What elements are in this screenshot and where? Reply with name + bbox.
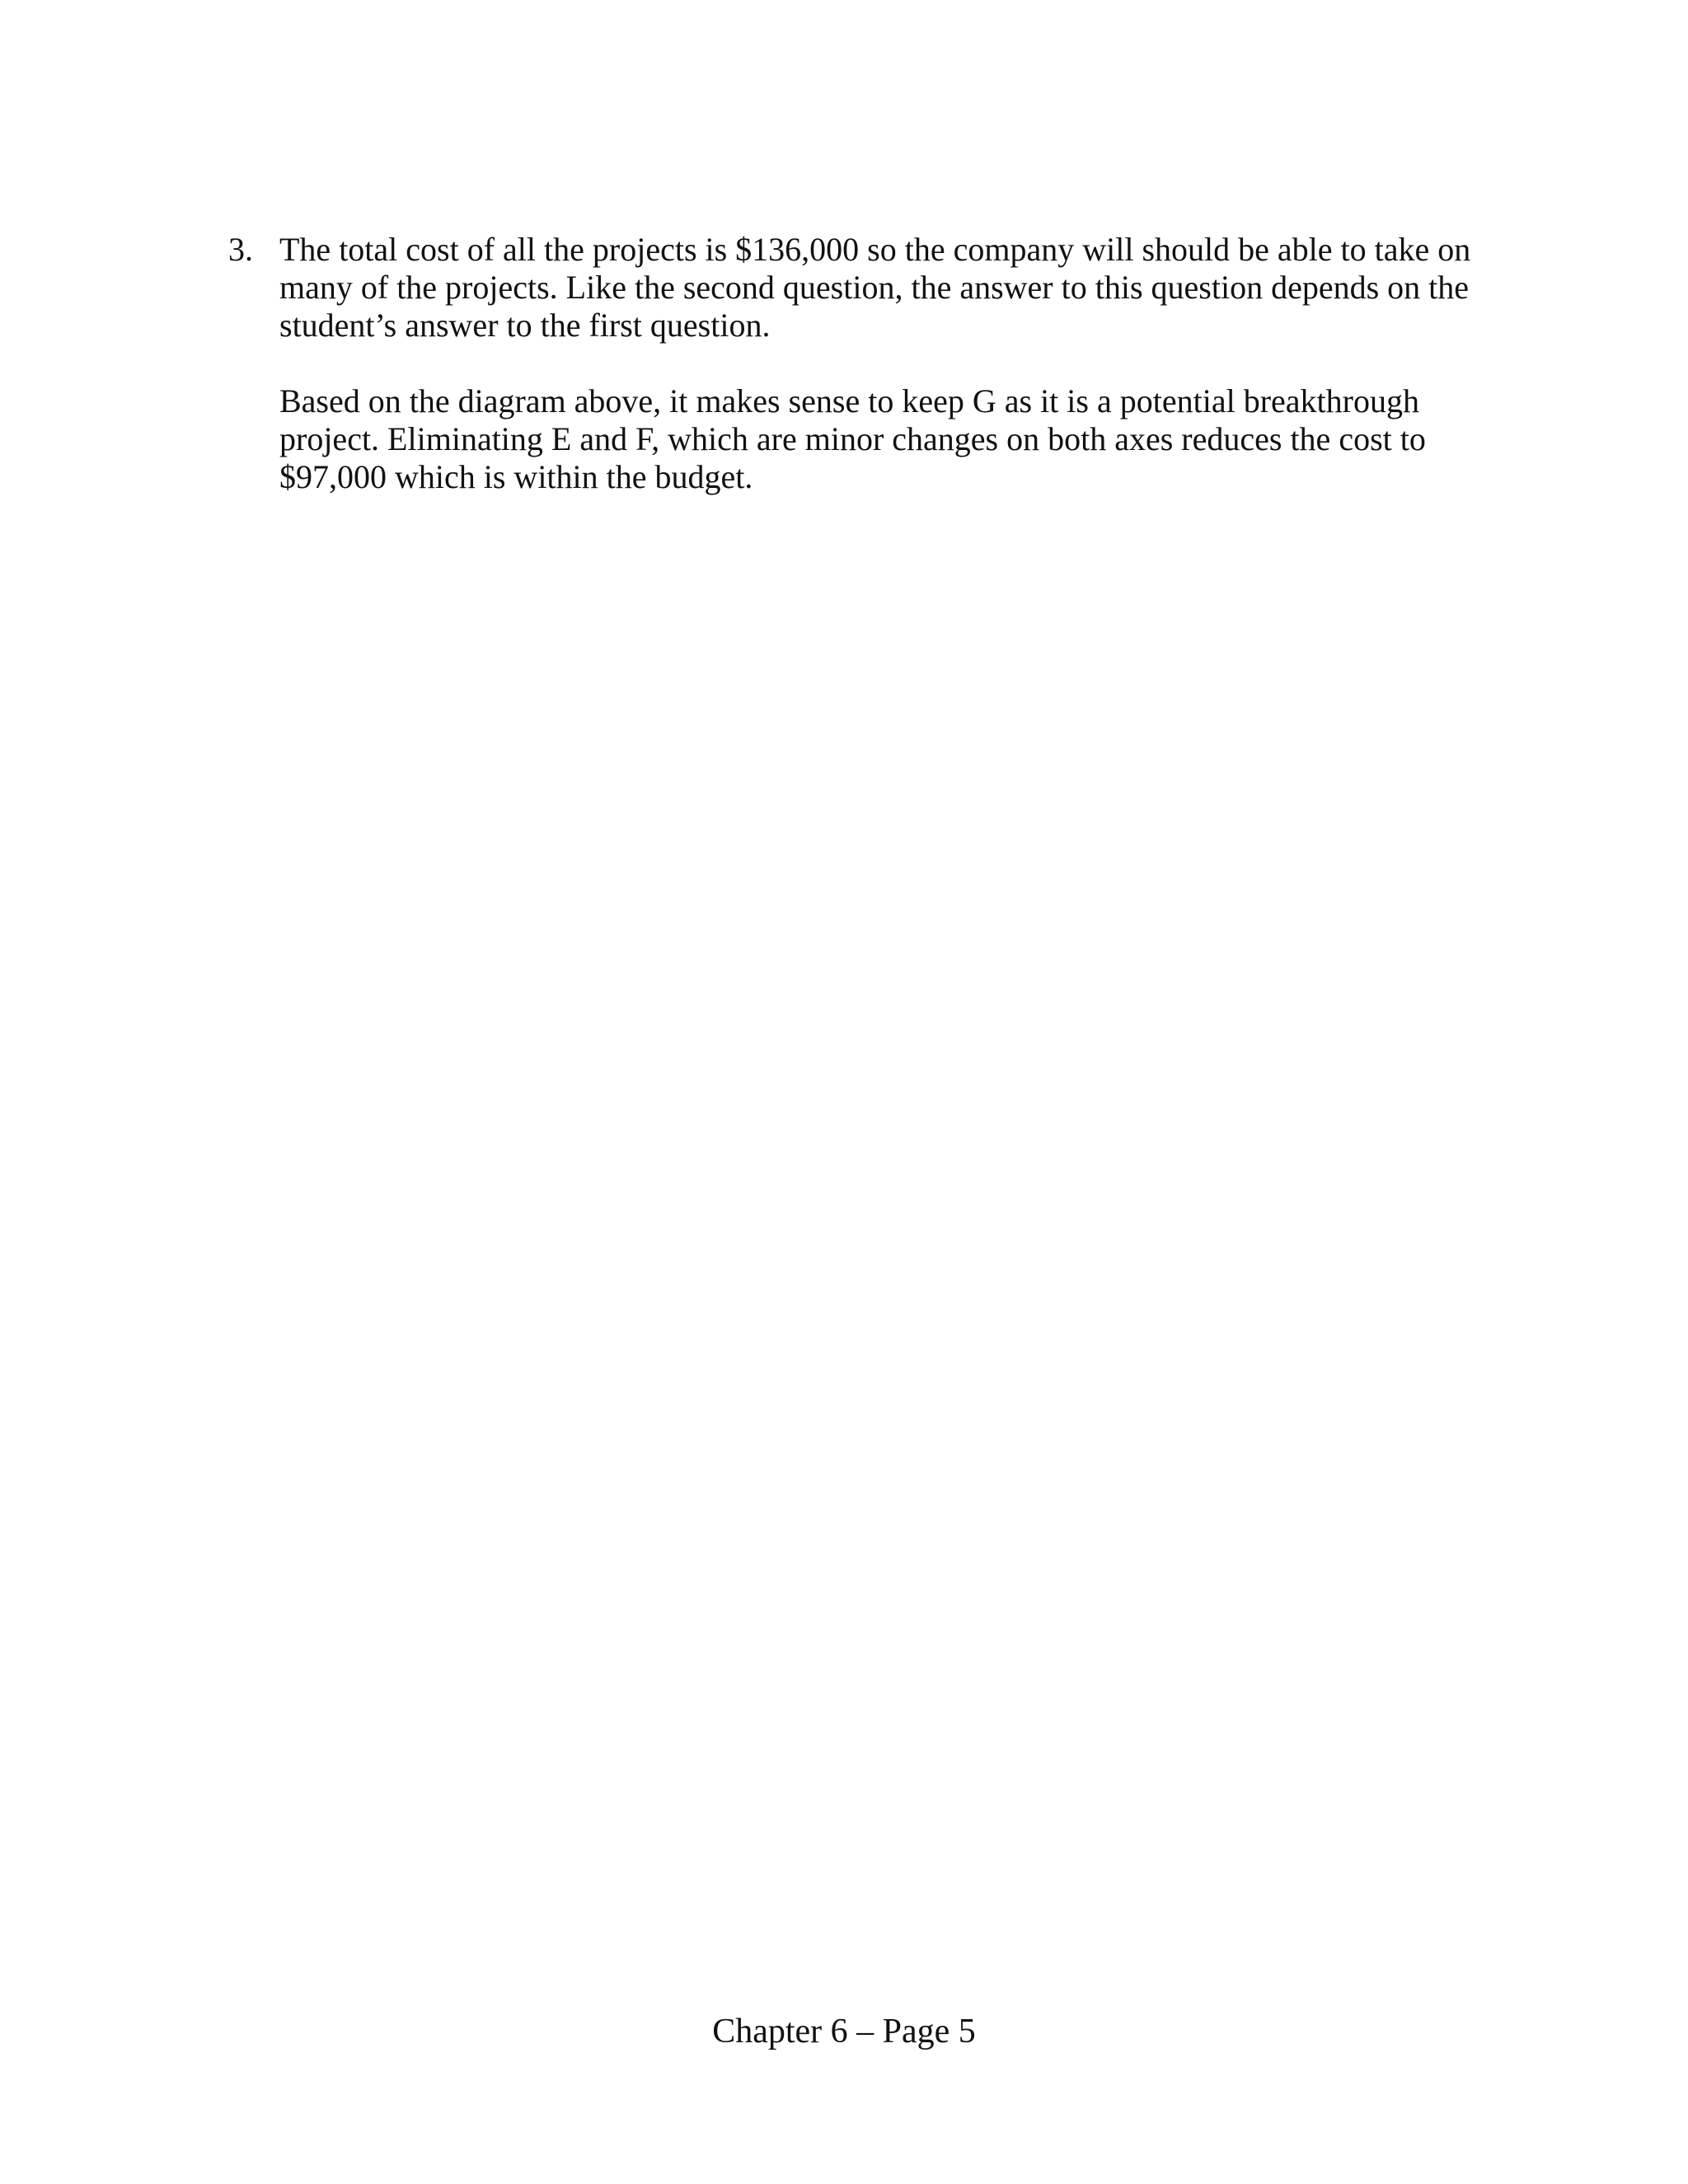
list-item-number: 3. xyxy=(228,231,253,268)
page-footer: Chapter 6 – Page 5 xyxy=(712,2013,976,2050)
answer-paragraph-1: The total cost of all the projects is $136,000 so the company will should be able to take on many of the projects. Like the second question, the answer to this question depends on the student’s answer to the first question. xyxy=(279,231,1471,344)
list-item-body xyxy=(279,231,1516,534)
answer-paragraph-2: Based on the diagram above, it makes sense to keep G as it is a potential breakthrough project. Eliminating E and F, which are minor changes on both axes reduces the cost to $97,000 which is within the budget. xyxy=(279,382,1426,495)
